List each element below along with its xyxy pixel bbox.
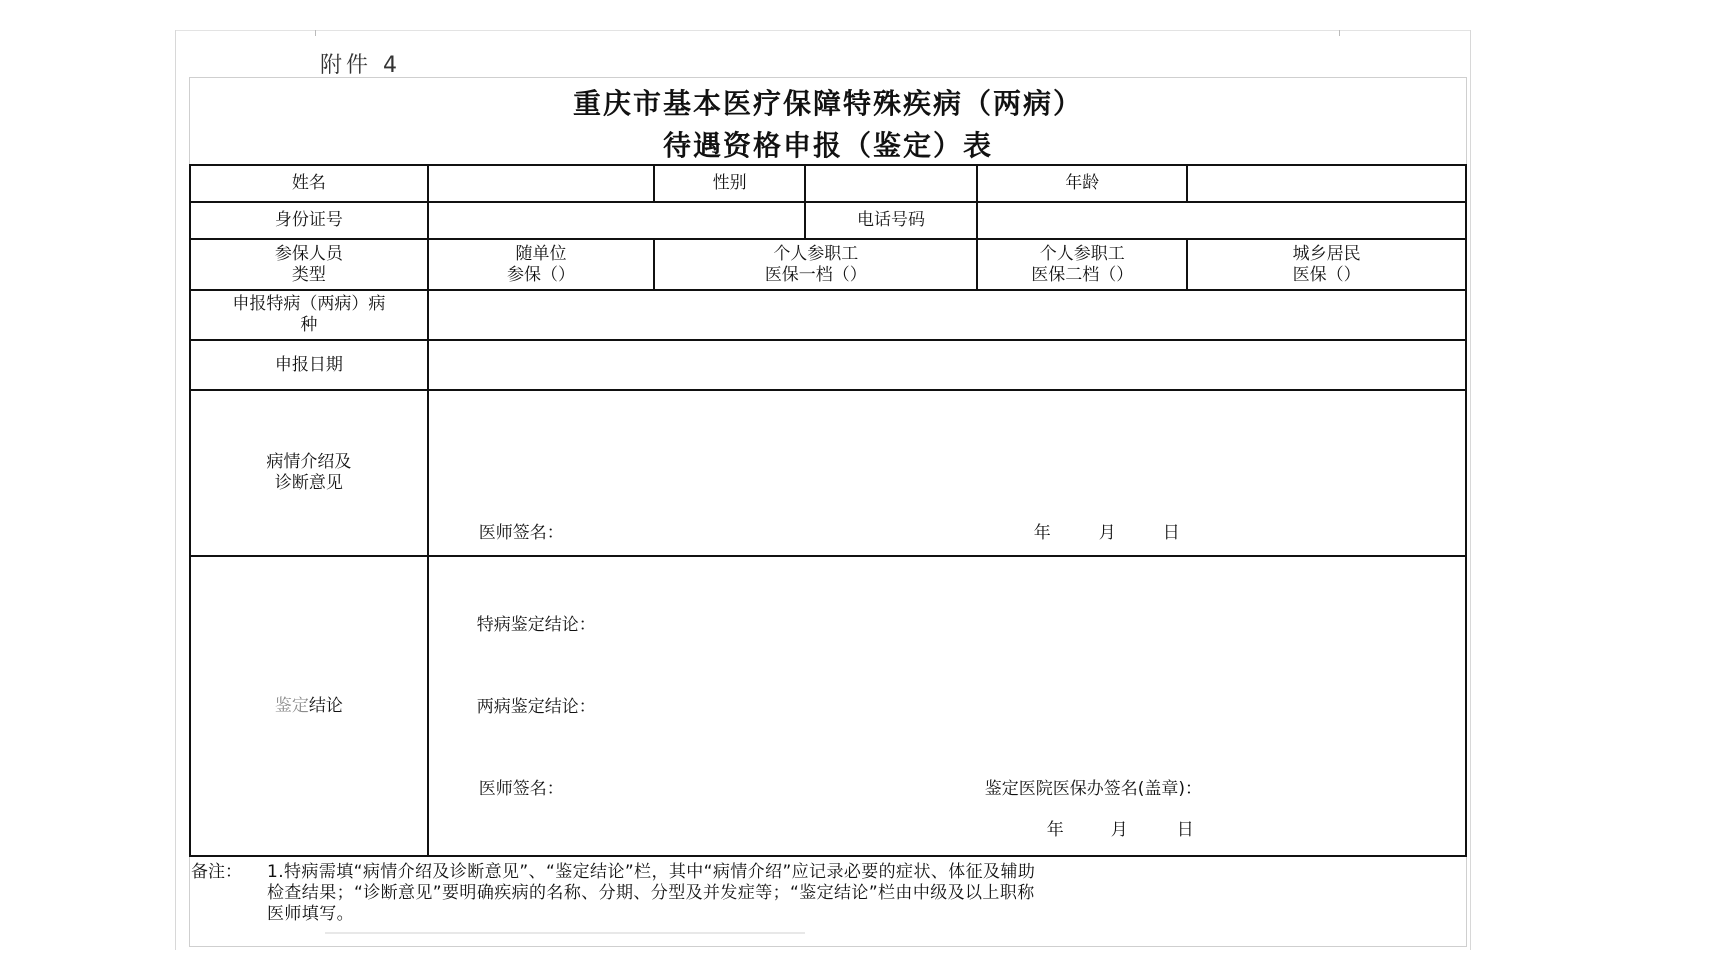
- row-id-phone: [190, 202, 1466, 239]
- notes-body: [267, 862, 1457, 925]
- row-apply-date: [190, 340, 1466, 390]
- option-staff-tier2-line2: 医保二档（）: [1031, 264, 1134, 285]
- option-staff-tier2-line1: 个人参职工: [1039, 243, 1125, 264]
- gender-field[interactable]: [805, 165, 977, 202]
- condition-field[interactable]: [428, 390, 1466, 556]
- conclusion-label-text: 结论: [308, 695, 343, 716]
- crop-mark-right: [1339, 30, 1340, 36]
- option-staff-tier1-line2: 医保一档（）: [764, 264, 867, 285]
- date-day-label: 日: [1162, 523, 1180, 543]
- two-disease-conclusion-label: 两病鉴定结论：: [476, 697, 596, 717]
- option-staff-tier1-line1: 个人参职工: [773, 243, 859, 264]
- notes-line1: 1.特病需填“病情介绍及诊断意见”、“鉴定结论”栏，其中“病情介绍”应记录必要的症状、体征及辅助: [267, 862, 1036, 882]
- hospital-sign-label: 鉴定医院医保办签名(盖章)：: [984, 779, 1202, 799]
- gender-label: 性别: [654, 165, 804, 202]
- date-month-label-2: 月: [1110, 820, 1128, 840]
- date-year-label: 年: [1033, 523, 1051, 543]
- attachment-label: 附件 4: [320, 53, 401, 78]
- page-top-edge: [175, 30, 1471, 31]
- notes-label: 备注：: [191, 862, 242, 882]
- row-insured-type: [190, 239, 1466, 290]
- row-basic-info: [190, 165, 1466, 202]
- disease-type-label-line2: 种: [300, 315, 318, 335]
- option-resident-line1: 城乡居民: [1292, 243, 1361, 264]
- special-conclusion-label: 特病鉴定结论：: [476, 615, 596, 635]
- option-staff-tier1[interactable]: [654, 239, 977, 290]
- form-title-line2: 待遇资格申报（鉴定）表: [662, 129, 993, 162]
- condition-label: [190, 390, 428, 556]
- conclusion-label: [190, 556, 428, 856]
- option-resident-line2: 医保（）: [1292, 264, 1361, 285]
- age-label: 年龄: [977, 165, 1187, 202]
- disease-type-field[interactable]: [428, 290, 1466, 340]
- disease-type-label: [190, 290, 428, 340]
- name-label: 姓名: [190, 165, 428, 202]
- apply-date-field[interactable]: [428, 340, 1466, 390]
- insured-type-label-line2: 类型: [291, 264, 326, 285]
- date-day-label-2: 日: [1176, 820, 1194, 840]
- cropped-text-remnant: [265, 928, 885, 940]
- name-field[interactable]: [428, 165, 655, 202]
- application-form-table: [189, 164, 1467, 857]
- doctor-sign-label-2: 医师签名：: [478, 779, 564, 799]
- form-title-line1: 重庆市基本医疗保障特殊疾病（两病）: [572, 87, 1083, 120]
- row-condition: [190, 390, 1466, 556]
- disease-type-label-line1: 申报特病（两病）病: [232, 294, 386, 314]
- insured-type-label-line1: 参保人员: [274, 243, 343, 264]
- condition-label-line1: 病情介绍及: [266, 452, 352, 472]
- date-year-label-2: 年: [1046, 820, 1064, 840]
- id-number-field[interactable]: [428, 202, 805, 239]
- conclusion-field[interactable]: [428, 556, 1466, 856]
- document-page: [175, 30, 1471, 950]
- option-unit-insured[interactable]: [428, 239, 655, 290]
- doctor-sign-label: 医师签名：: [478, 523, 564, 543]
- option-resident[interactable]: [1187, 239, 1466, 290]
- date-month-label: 月: [1098, 523, 1116, 543]
- option-unit-line2: 参保（）: [507, 264, 576, 285]
- phone-label: 电话号码: [805, 202, 977, 239]
- option-staff-tier2[interactable]: [977, 239, 1187, 290]
- option-unit-line1: 随单位: [515, 243, 567, 264]
- insured-type-label: [190, 239, 428, 290]
- id-number-label: 身份证号: [190, 202, 428, 239]
- row-disease-type: [190, 290, 1466, 340]
- notes-line3: 医师填写。: [267, 904, 354, 924]
- notes-line2: 检查结果；“诊断意见”要明确疾病的名称、分期、分型及并发症等；“鉴定结论”栏由中级及以上职称: [267, 883, 1035, 903]
- page-right-edge: [1470, 30, 1471, 950]
- age-field[interactable]: [1187, 165, 1466, 202]
- apply-date-label: 申报日期: [190, 340, 428, 390]
- crop-mark-left: [315, 30, 316, 36]
- row-conclusion: [190, 556, 1466, 856]
- phone-field[interactable]: [977, 202, 1466, 239]
- condition-label-line2: 诊断意见: [274, 473, 343, 493]
- page-left-edge: [175, 30, 176, 950]
- conclusion-label-faint: 鉴定: [274, 695, 309, 716]
